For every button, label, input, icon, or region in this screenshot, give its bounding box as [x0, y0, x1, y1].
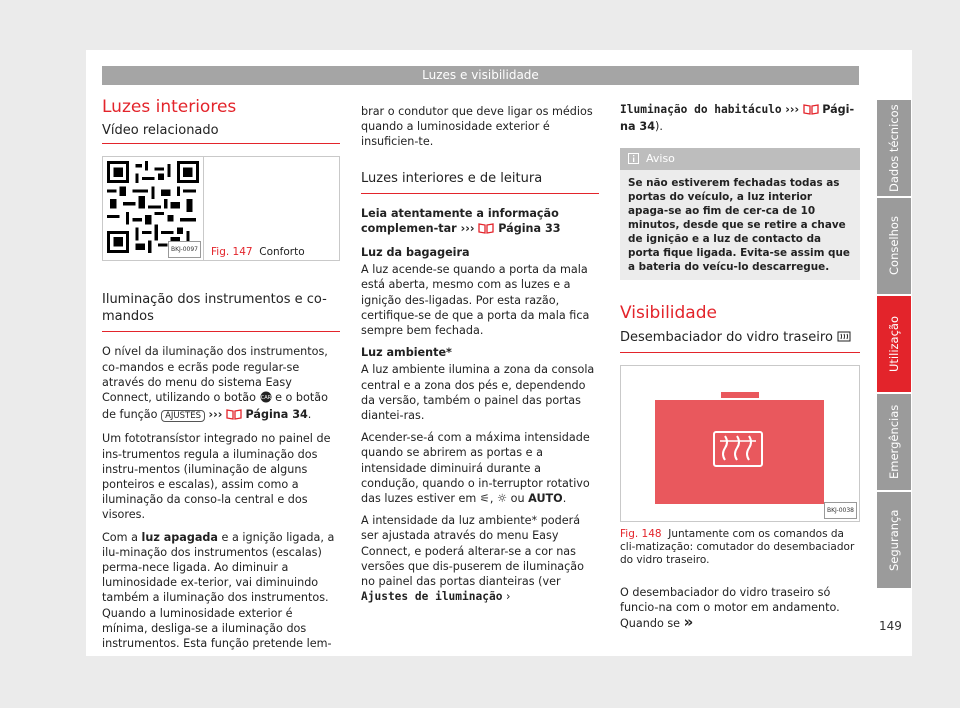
read-note-text: Leia atentamente a informação complemen-tar — [361, 206, 559, 235]
p3-bold: luz apagada — [141, 530, 218, 544]
page-link-34b[interactable]: Pági-na 34 — [620, 103, 855, 134]
auto-label: AUTO — [528, 492, 563, 506]
defroster-heading-text: Desembaciador do vidro traseiro — [620, 329, 833, 345]
page-header: Luzes e visibilidade — [102, 66, 859, 85]
info-icon — [628, 153, 639, 169]
warning-title: Aviso — [646, 152, 675, 166]
ambient-light-title: Luz ambiente* — [361, 346, 452, 360]
link-arrows-icon: ››› — [208, 408, 223, 422]
book-link-icon — [478, 222, 494, 238]
parking-light-icon: ⚟, — [479, 492, 494, 506]
figure-147-ref: BKJ-0097 — [168, 241, 201, 258]
instruments-text-a: O nível da iluminação dos instrumentos, co-mandos e ecrãs pode regular-se através do menu do sistema Easy Connect, utilizando o botão — [102, 345, 328, 405]
video-heading: Vídeo relacionado — [102, 123, 340, 144]
figure-148-ref: BKJ-0038 — [824, 502, 857, 519]
column-2 — [361, 96, 599, 611]
column-3 — [620, 96, 860, 638]
ajustes-key: AJUSTES — [161, 410, 205, 422]
instruments-paragraph-1: O nível da iluminação dos instrumentos, co-mandos e ecrãs pode regular-se através do menu do sistema Easy Connect, utilizando o botão CAR e o botão de função AJUSTES ››› Página 34. — [102, 344, 340, 424]
figure-147 — [102, 156, 340, 261]
p3-text-a: Com a — [102, 530, 138, 544]
rear-defrost-icon — [837, 331, 851, 347]
section-title-luzes-interiores: Luzes interiores — [102, 97, 237, 117]
ambient-light-text-1: A luz ambiente ilumina a zona da consola central e a zona dos pés e, dependendo da versão, também o painel das portas diantei-ras. — [361, 363, 595, 423]
car-button-icon — [260, 391, 272, 407]
reading-lights-heading: Luzes interiores e de leitura — [361, 170, 599, 194]
tab-emergencias[interactable]: Emergências — [877, 394, 911, 490]
tab-seguranca[interactable]: Segurança — [877, 492, 911, 588]
page-link-33[interactable]: Página 33 — [498, 221, 561, 235]
tab-utilizacao[interactable]: Utilização — [877, 296, 911, 392]
qr-code-icon[interactable] — [107, 161, 199, 253]
page-number: 149 — [879, 619, 902, 633]
column-1 — [102, 96, 340, 658]
page-link-34[interactable]: Página 34 — [245, 408, 308, 422]
warning-body: Se não estiverem fechadas todas as portas do veículo, a luz interior apaga-se ao fim de cer-ca de 10 minutos, desde que se retire a chave de ignição e a luz de contacto da porta fique ligada. Evita-se assim que a bateria do veícu-lo descarregue. — [628, 177, 850, 274]
instruments-paragraph-2: Um fototransístor integrado no painel de ins-trumentos regula a iluminação dos instru-mentos (iluminação de alguns ponteiros e escalas), assim como a iluminação da conso-la central e dos visores. — [102, 432, 331, 522]
defroster-paragraph — [620, 585, 860, 632]
continue-arrow-icon: » — [683, 613, 694, 632]
instruments-heading: Iluminação dos instrumentos e co-mandos — [102, 291, 340, 332]
book-link-icon — [226, 408, 242, 424]
defroster-heading — [620, 330, 860, 353]
menu-continued — [620, 102, 860, 134]
ambient-text-2a: Acender-se-á com a máxima intensidade quando se abrirem as portas e a intensidade diminuirá durante a condução, quando o in-terruptor rotativo das luzes estiver em — [361, 431, 590, 506]
instruments-paragraph-3 — [102, 530, 340, 652]
read-note — [361, 206, 599, 238]
figure-147-label: Fig. 147 — [211, 246, 253, 259]
ambient-light-text-3: A intensidade da luz ambiente* poderá ser ajustada através do menu Easy Connect, e poderá alterar-se a cor nas versões que dis-puserem de iluminação no painel das portas dianteiras (ver Ajustes de iluminação › — [361, 514, 584, 604]
p3-text-b: e a ignição ligada, a ilu-minação dos instrumentos (escalas) perma-nece ligada. Ao diminuir a luminosidade ex-terior, vai diminuindo também a iluminação dos instrumentos. Quando a luminosidade exterior é mínima, desliga-se a iluminação dos instrumentos. Esta função pretende lem- — [102, 530, 335, 651]
link-arrows-icon: ››› — [460, 221, 475, 235]
trunk-light-title: Luz da bagageira — [361, 246, 470, 260]
book-link-icon — [803, 103, 819, 119]
svg-text:CAR: CAR — [260, 395, 271, 402]
instruments-text-b: e o botão de função — [102, 391, 328, 422]
section-title-visibilidade: Visibilidade — [620, 303, 717, 324]
figure-148-caption-text: Juntamente com os comandos da cli-matização: comutador do desembaciador do vidro traseiro. — [620, 527, 855, 566]
tab-dados-tecnicos[interactable]: Dados técnicos — [877, 100, 911, 196]
figure-148 — [620, 365, 860, 522]
ambient-light-text-2: Acender-se-á com a máxima intensidade quando se abrirem as portas e a intensidade diminuirá durante a condução, quando o in-terruptor rotativo das luzes estiver em ⚟, ☼ ou AUTO. — [361, 431, 590, 506]
continued-paragraph: brar o condutor que deve ligar os médios quando a luminosidade exterior é insuficien-te. — [361, 105, 593, 149]
ambient-text-3: A intensidade da luz ambiente* poderá ser ajustada através do menu Easy Connect, e poderá alterar-se a cor nas versões que dis-puserem de iluminação no painel das portas dianteiras (ver — [361, 514, 584, 589]
menu-ajustes-iluminacao: Ajustes de iluminação — [361, 590, 503, 604]
tab-conselhos[interactable]: Conselhos — [877, 198, 911, 294]
warning-box — [620, 148, 860, 280]
figure-148-label: Fig. 148 — [620, 527, 662, 540]
ambient-text-2b: ou — [510, 492, 525, 506]
headlight-icon: ☼ — [497, 492, 508, 506]
figure-147-caption-text: Conforto — [259, 246, 305, 259]
menu-iluminacao-habitaculo: Iluminação do habitáculo — [620, 103, 782, 116]
link-arrows-icon: ››› — [785, 103, 800, 116]
defroster-paragraph-text: O desembaciador do vidro traseiro só funcio-na com o motor em andamento. Quando se — [620, 585, 840, 631]
warning-header — [620, 148, 860, 170]
trunk-light-text: A luz acende-se quando a porta da mala está aberta, mesmo com as luzes e a ignição des-ligadas. Por esta razão, certifique-se de que a porta da mala fica sempre bem fechada. — [361, 263, 590, 338]
figure-147-caption — [211, 246, 305, 259]
menu-continued-end: ). — [654, 120, 663, 134]
figure-148-caption — [620, 528, 860, 567]
defroster-switch-image — [621, 366, 859, 521]
